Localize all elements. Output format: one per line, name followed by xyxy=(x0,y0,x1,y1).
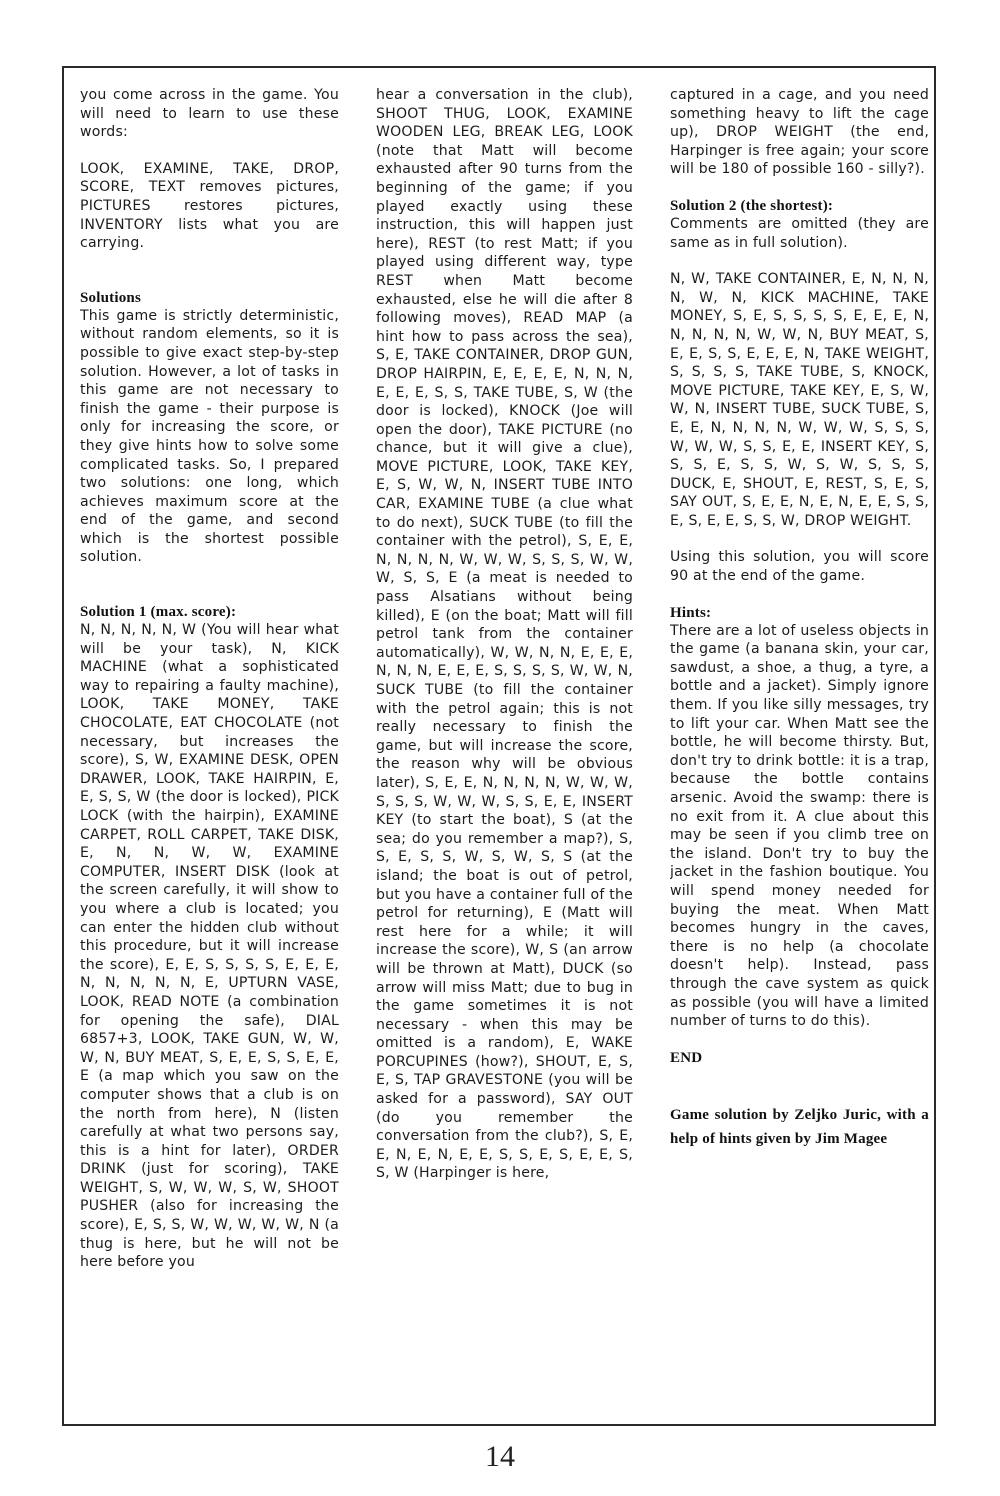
command-words: LOOK, EXAMINE, TAKE, DROP, SCORE, TEXT removes pictures, PICTURES restores pictures, INVENTORY lists what you are carrying. xyxy=(80,160,339,252)
column-1 xyxy=(80,86,339,1290)
solution2-score: Using this solution, you will score 90 at the end of the game. xyxy=(670,549,929,585)
solutions-paragraph: This game is strictly deterministic, without random elements, so it is possible to give exact step-by-step solution. However, a lot of tasks in this game are not necessary to finish the game - their purpose is only for increasing the score, or they give hints how to solve some complicated tasks. So, I prepared two solutions: one long, which achieves maximum score at the end of the game, and second which is the shortest possible solution. xyxy=(80,307,339,566)
end-label: END xyxy=(670,1049,703,1066)
intro-paragraph: you come across in the game. You will need to learn to use these words: xyxy=(80,87,339,141)
solution2-paragraph: N, W, TAKE CONTAINER, E, N, N, N, N, W, N, KICK MACHINE, TAKE MONEY, S, E, S, S, S, S, E, E, E, N, N, N, N, N, W, W, N, BUY MEAT, S, E, E, S, S, E, E, E, N, TAKE WEIGHT, S, S, S, S, TAKE TUBE, S, KNOCK, MOVE PICTURE, TAKE KEY, E, S, W, W, N, INSERT TUBE, SUCK TUBE, S, E, E, N, N, N, N, W, W, W, S, S, S, W, W, W, S, S, E, E, INSERT KEY, S, S, S, E, S, S, W, S, W, S, S, S, DUCK, E, SHOUT, E, REST, S, E, S, SAY OUT, S, E, E, N, E, N, E, E, S, S, E, S, E, E, S, S, W, DROP WEIGHT. xyxy=(670,271,929,529)
solution1-ending: captured in a cage, and you need something heavy to lift the cage up), DROP WEIGHT (the end, Harpinger is free again; your score will be 180 of possible 160 - silly?). xyxy=(670,87,929,178)
column-3 xyxy=(670,86,929,1151)
solutions-heading: Solutions xyxy=(80,289,141,306)
solution1-continued: hear a conversation in the club), SHOOT THUG, LOOK, EXAMINE WOODEN LEG, BREAK LEG, LOOK (note that Matt will become exhausted after 90 turns from the beginning of the game; if you played exactly using these instruction, this will happen just here), REST (to rest Matt; if you played using different way, type REST when Matt become exhausted, else he will die after 8 following moves), READ MAP (a hint how to pass across the sea), S, E, TAKE CONTAINER, DROP GUN, DROP HAIRPIN, E, E, E, E, N, N, N, E, E, E, S, S, TAKE TUBE, S, W (the door is locked), KNOCK (Joe will open the door), TAKE PICTURE (no chance, but it will give a clue), MOVE PICTURE, LOOK, TAKE KEY, E, S, W, W, N, INSERT TUBE INTO CAR, EXAMINE TUBE (a clue what to do next), SUCK TUBE (to fill the container with the petrol), S, E, E, N, N, N, N, W, W, W, S, S, S, W, W, W, S, S, E (a meat is needed to pass Alsatians without being killed), E (on the boat; Matt will fill petrol tank from the container automatically), W, W, N, N, E, E, E, N, N, N, E, E, E, S, S, S, S, W, W, N, SUCK TUBE (to fill the container with the petrol again; this is not really necessary to finish the game, but will increase the score, the reason why will be obvious later), S, E, E, N, N, N, N, W, W, W, S, S, S, W, W, W, S, S, E, E, INSERT KEY (to start the boat), S (at the sea; do you remember a map?), S, S, E, S, S, W, S, W, S, S (at the island; the boat is out of petrol, but you have a container full of the petrol for returning), E (Matt will rest here for a while; it will increase the score), W, S (an arrow will be thrown at Matt), DUCK (so arrow will miss Matt; due to bug in the game sometimes it is not necessary - when this may be omitted is a random), E, WAKE PORCUPINES (how?), SHOUT, E, S, E, S, TAP GRAVESTONE (you will be asked for a password), SAY OUT (do you remember the conversation from the club?), S, E, E, N, E, N, E, E, S, S, E, S, E, E, S, S, W (Harpinger is here, xyxy=(376,87,633,1182)
hints-paragraph: There are a lot of useless objects in the game (a banana skin, your car, sawdust, a shoe, a thug, a tyre, a bottle and a jacket). Simply ignore them. If you like silly messages, try to lift your car. When Matt see the bottle, he will become thirsty. But, don't try to drink bottle: it is a trap, because the bottle contains arsenic. Avoid the swamp: there is no exit from it. A clue about this may be seen if you climb tree on the island. Don't try to buy the jacket in the fashion boutique. You will spend money needed for buying the meat. When Matt becomes hungry in the caves, there is no help (a chocolate doesn't help). Instead, pass through the cave system as quick as possible (you will have a limited number of turns to do this). xyxy=(670,622,929,1030)
solution1-heading: Solution 1 (max. score): xyxy=(80,604,237,621)
credit-line: Game solution by Zeljko Juric, with a help of hints given by Jim Magee xyxy=(670,1106,929,1147)
solution1-paragraph: N, N, N, N, N, W (You will hear what will be your task), N, KICK MACHINE (what a sophisticated way to repairing a faulty machine), LOOK, TAKE MONEY, TAKE CHOCOLATE, EAT CHOCOLATE (not necessary, but increases the score), S, W, EXAMINE DESK, OPEN DRAWER, LOOK, TAKE HAIRPIN, E, E, S, S, W (the door is locked), PICK LOCK (with the hairpin), EXAMINE CARPET, ROLL CARPET, TAKE DISK, E, N, N, W, W, EXAMINE COMPUTER, INSERT DISK (look at the screen carefully, it will show to you where a club is located; you can enter the hidden club without this procedure, but it will increase the score), E, E, S, S, S, S, E, E, E, N, N, N, N, N, E, UPTURN VASE, LOOK, READ NOTE (a combination for opening the safe), DIAL 6857+3, LOOK, TAKE GUN, W, W, W, N, BUY MEAT, S, E, E, S, S, E, E, E (a map which you saw on the computer shows that a club is on the north from here), N (listen carefully at what two persons say, this is a hint for later), ORDER DRINK (just for scoring), TAKE WEIGHT, S, W, W, W, S, W, SHOOT PUSHER (also for increasing the score), E, S, S, W, W, W, W, W, N (a thug is here, but he will not be here before you xyxy=(80,622,339,1271)
solution2-intro: Comments are omitted (they are same as in full solution). xyxy=(670,215,929,251)
page-number: 14 xyxy=(485,1440,515,1473)
solution2-heading: Solution 2 (the shortest): xyxy=(670,197,834,214)
hints-heading: Hints: xyxy=(670,604,712,621)
column-2 xyxy=(376,86,633,1201)
